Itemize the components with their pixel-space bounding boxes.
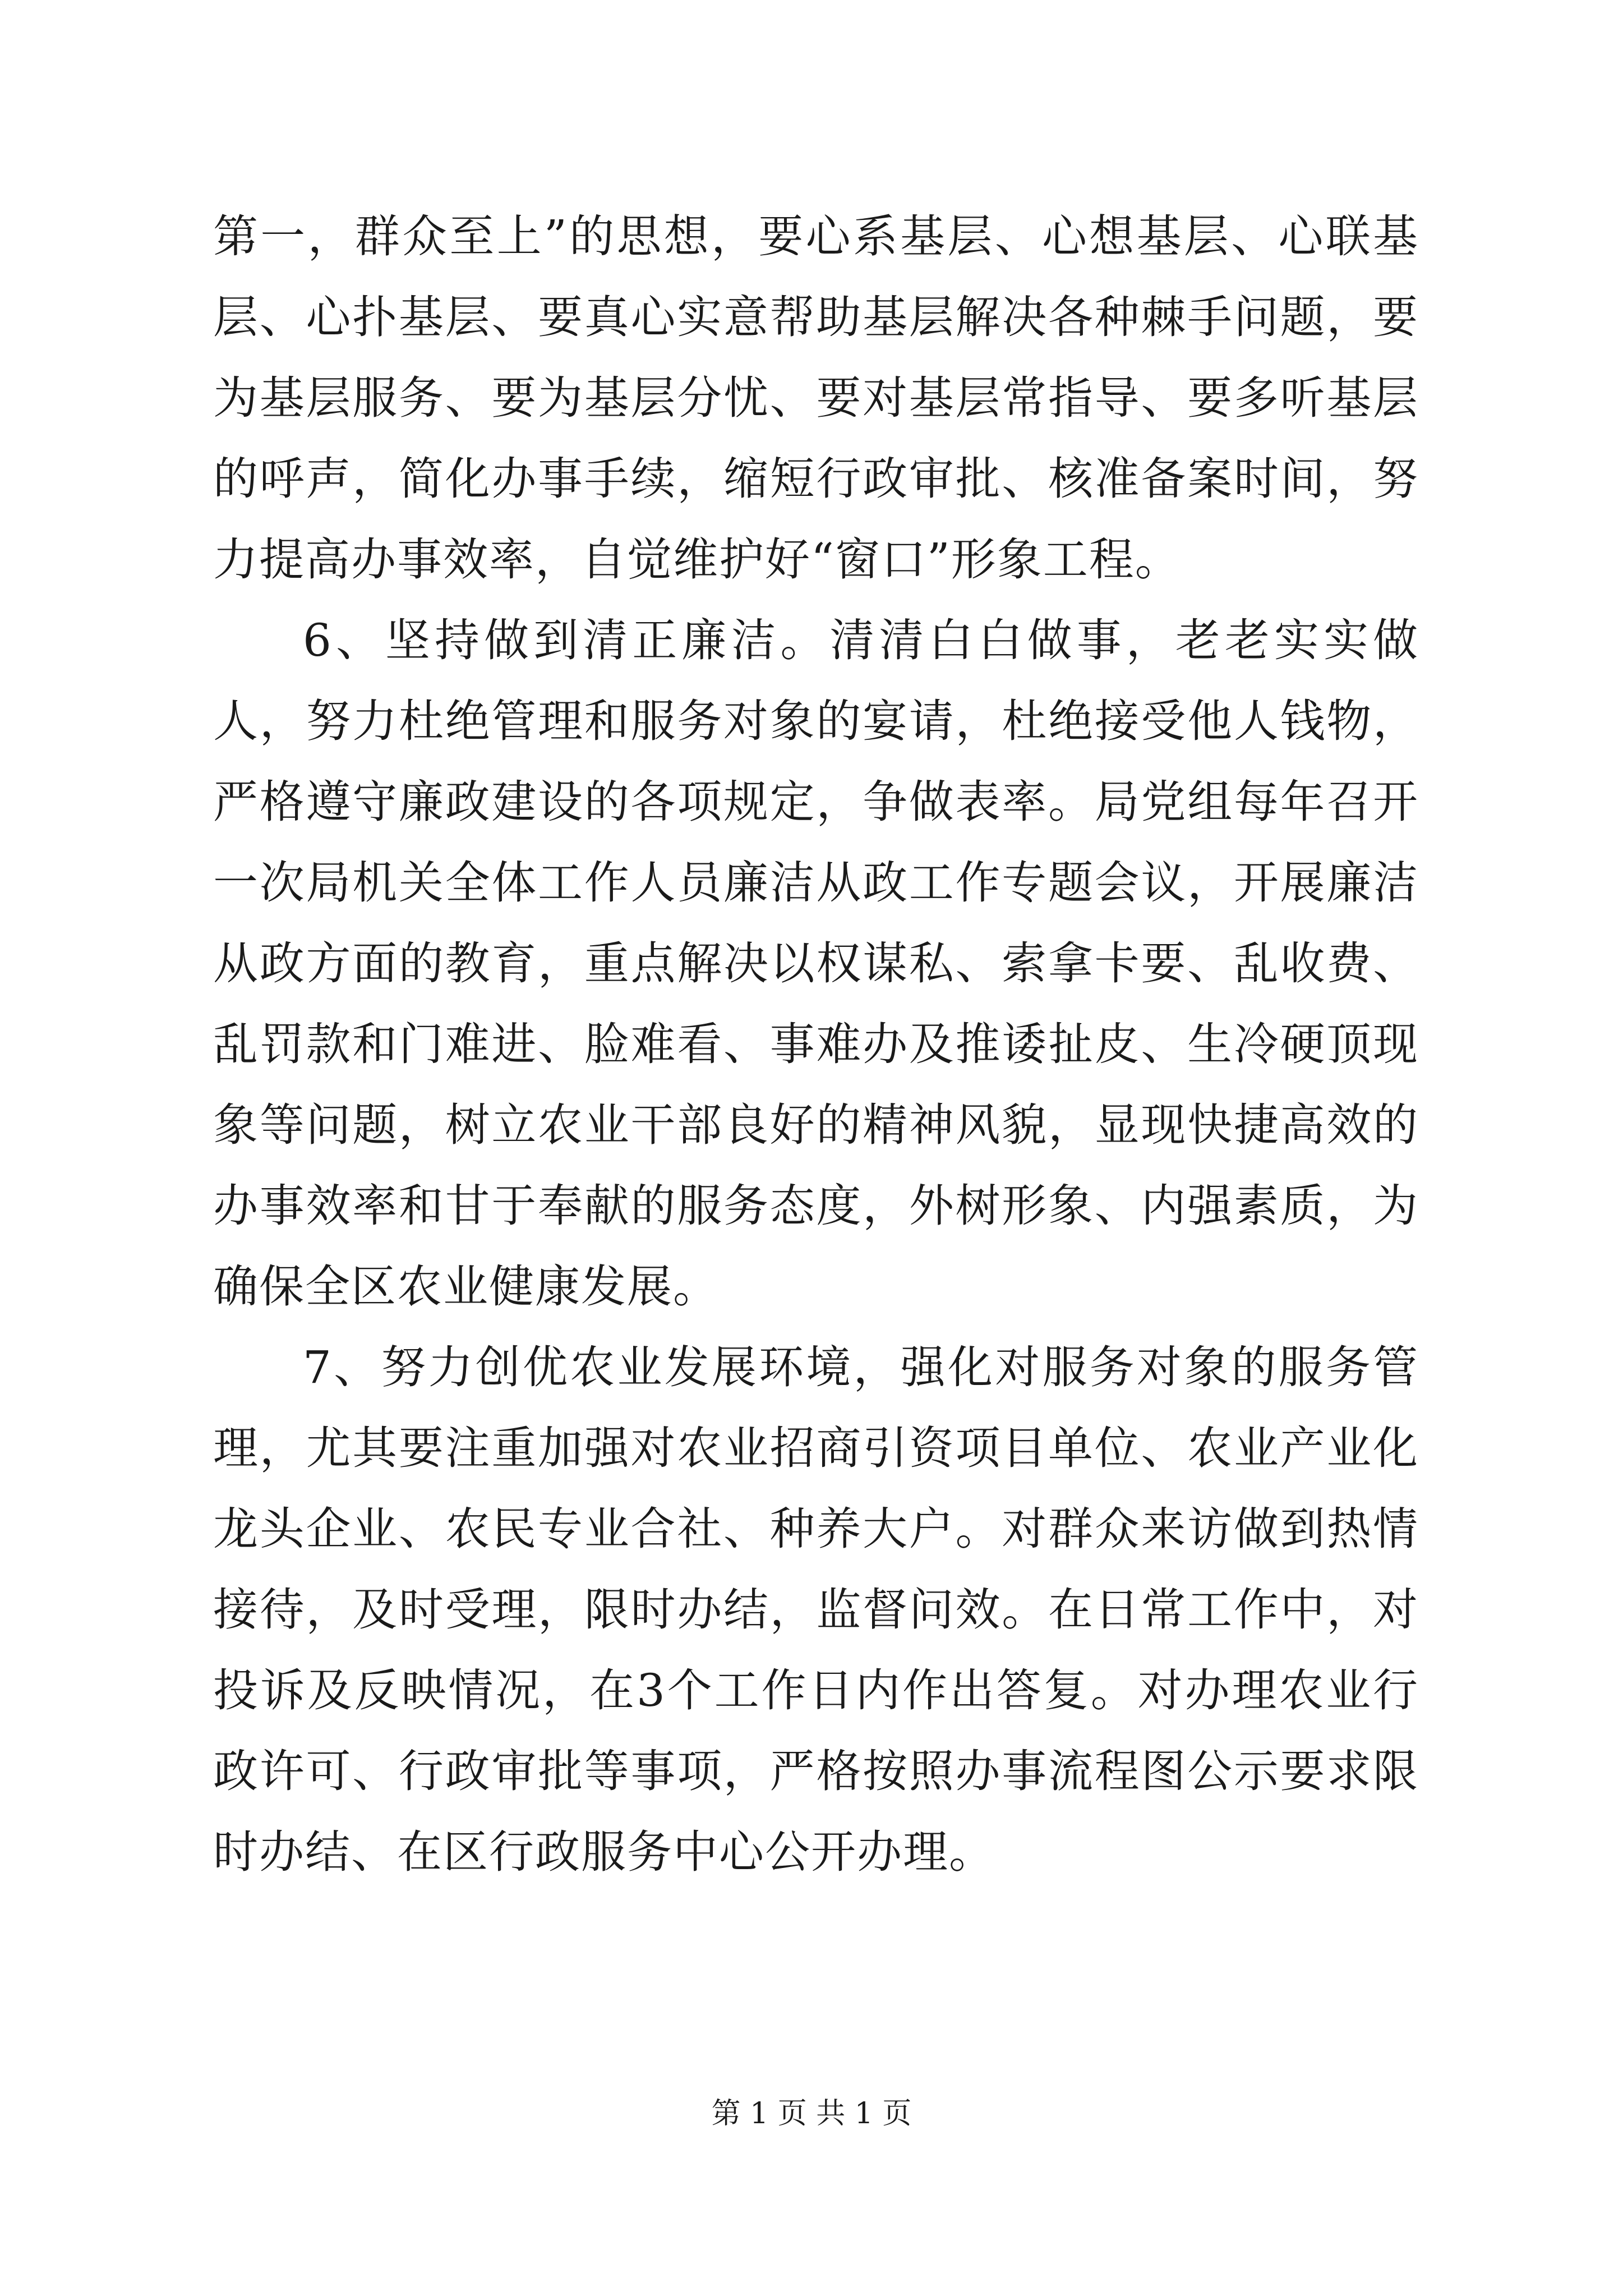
paragraph-item-6: 6、坚持做到清正廉洁。清清白白做事，老老实实做人，努力杜绝管理和服务对象的宴请，杜绝接受他人钱物，严格遵守廉政建设的各项规定，争做表率。局党组每年召开一次局机关全体工作人员廉洁从政工作专题会议，开展廉洁从政方面的教育，重点解决以权谋私、索拿卡要、乱收费、乱罚款和门难进、脸难看、事难办及推诿扯皮、生冷硬顶现象等问题，树立农业干部良好的精神风貌，显现快捷高效的办事效率和甘于奉献的服务态度，外树形象、内强素质，为确保全区农业健康发展。 [213, 614, 1419, 1313]
paragraph-item-7: 7、努力创优农业发展环境，强化对服务对象的服务管理，尤其要注重加强对农业招商引资项目单位、农业产业化龙头企业、农民专业合社、种养大户。对群众来访做到热情接待，及时受理，限时办结，监督问效。在日常工作中，对投诉及反映情况，在3个工作日内作出答复。对办理农业行政许可、行政审批等事项，严格按照办事流程图公示要求限时办结、在区行政服务中心公开办理。 [213, 1341, 1419, 1878]
page-number: 第 1 页 共 1 页 [711, 2097, 912, 2131]
document-body [213, 196, 1419, 1893]
paragraph-continuation: 第一，群众至上”的思想，要心系基层、心想基层、心联基层、心扑基层、要真心实意帮助基层解决各种棘手问题，要为基层服务、要为基层分忧、要对基层常指导、要多听基层的呼声，简化办事手续，缩短行政审批、核准备案时间，努力提高办事效率，自觉维护好“窗口”形象工程。 [213, 210, 1419, 586]
page-footer [0, 2091, 1623, 2136]
